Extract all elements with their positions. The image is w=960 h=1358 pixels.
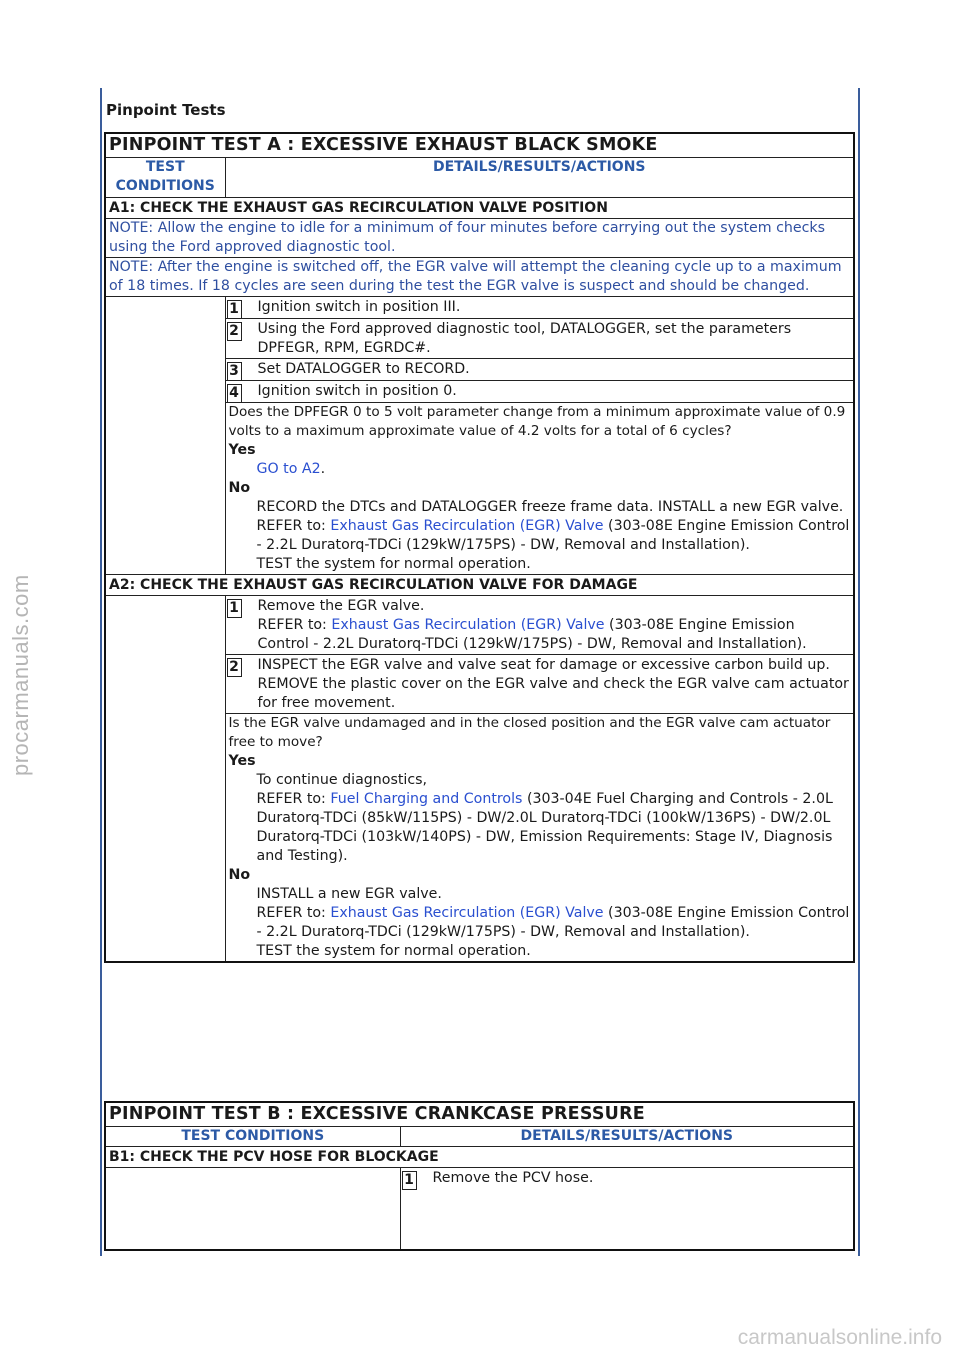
- a2-step-2: [225, 655, 854, 714]
- step-text: Ignition switch in position III.: [257, 299, 461, 315]
- step-text: Remove the PCV hose.: [432, 1170, 594, 1186]
- step-text: INSPECT the EGR valve and valve seat for damage or excessive carbon build up. REMOVE the plastic cover on the EGR valve and check the EGR valve cam actuator for free movement.: [257, 657, 849, 711]
- no-label: No: [228, 480, 251, 496]
- a2-question: Is the EGR valve undamaged and in the closed position and the EGR valve cam actuator free to move?: [228, 715, 831, 750]
- step-number: 2: [227, 322, 242, 341]
- no-action-text: RECORD the DTCs and DATALOGGER freeze frame data. INSTALL a new EGR valve.: [256, 499, 844, 515]
- test-system-text: TEST the system for normal operation.: [256, 556, 531, 572]
- side-watermark: procarmanuals.com: [8, 574, 33, 776]
- col-header-conditions: TEST CONDITIONS: [105, 1127, 400, 1147]
- yes-label: Yes: [228, 442, 256, 458]
- test-system-text: TEST the system for normal operation.: [256, 943, 531, 959]
- bottom-watermark: carmanualsonline.info: [737, 1326, 942, 1349]
- test-b-title: PINPOINT TEST B : EXCESSIVE CRANKCASE PRESSURE: [105, 1102, 854, 1127]
- step-a1-title: A1: CHECK THE EXHAUST GAS RECIRCULATION VALVE POSITION: [105, 198, 854, 219]
- yes-action-text: To continue diagnostics,: [256, 772, 428, 788]
- step-text: Remove the EGR valve.: [257, 598, 425, 614]
- page-frame-right: [858, 88, 860, 1256]
- b1-test-conditions-cell: [105, 1168, 400, 1250]
- reference-detail: (303-08E Engine Emission Control - 2.2L Duratorq-TDCi (129kW/175PS) - DW, Removal and Installation).: [256, 905, 850, 940]
- a2-step-1: [225, 596, 854, 655]
- go-to-a2-link[interactable]: GO to A2: [256, 461, 321, 477]
- egr-valve-link[interactable]: Exhaust Gas Recirculation (EGR) Valve: [331, 617, 605, 633]
- egr-valve-link[interactable]: Exhaust Gas Recirculation (EGR) Valve: [330, 518, 604, 534]
- step-text: Ignition switch in position 0.: [257, 383, 457, 399]
- reference-detail: (303-08E Engine Emission Control - 2.2L Duratorq-TDCi (129kW/175PS) - DW, Removal and Installation).: [257, 617, 807, 652]
- a2-result-cell: [225, 714, 854, 963]
- step-b1-title: B1: CHECK THE PCV HOSE FOR BLOCKAGE: [105, 1147, 854, 1168]
- a1-step-4: [225, 381, 854, 403]
- a1-step-1: [225, 297, 854, 319]
- note-idle: NOTE: Allow the engine to idle for a minimum of four minutes before carrying out the system checks using the Ford approved diagnostic tool.: [105, 219, 854, 258]
- reference-detail: (303-08E Engine Emission Control - 2.2L Duratorq-TDCi (129kW/175PS) - DW, Removal and Installation).: [256, 518, 850, 553]
- refer-to-label: REFER to:: [256, 791, 331, 807]
- note-cleaning-cycle: NOTE: After the engine is switched off, the EGR valve will attempt the cleaning cycle up to a maximum of 18 times. If 18 cycles are seen during the test the EGR valve is suspect and should be changed.: [105, 258, 854, 297]
- a1-step-3: [225, 359, 854, 381]
- reference-detail: (303-04E Fuel Charging and Controls - 2.0L Duratorq-TDCi (85kW/115PS) - DW/2.0L Duratorq-TDCi (100kW/136PS) - DW/2.0L Duratorq-TDCi (103kW/140PS) - DW, Emission Requirements: Stage IV, Diagnosis and Testing).: [256, 791, 833, 864]
- a1-test-conditions-cell: [105, 297, 225, 575]
- no-label: No: [228, 867, 251, 883]
- step-text: Using the Ford approved diagnostic tool, DATALOGGER, set the parameters DPFEGR, RPM, EGRDC#.: [257, 321, 792, 356]
- yes-label: Yes: [228, 753, 256, 769]
- a1-question: Does the DPFEGR 0 to 5 volt parameter change from a minimum approximate value of 0.9 volts to a maximum approximate value of 4.2 volts for a total of 6 cycles?: [228, 404, 846, 439]
- refer-to-label: REFER to:: [257, 617, 332, 633]
- yes-end: .: [320, 461, 326, 477]
- col-header-details: DETAILS/RESULTS/ACTIONS: [400, 1127, 854, 1147]
- page-frame-left: [100, 88, 102, 1256]
- refer-to-label: REFER to:: [256, 518, 331, 534]
- fuel-charging-link[interactable]: Fuel Charging and Controls: [330, 791, 523, 807]
- step-a2-title: A2: CHECK THE EXHAUST GAS RECIRCULATION VALVE FOR DAMAGE: [105, 575, 854, 596]
- a1-step-2: [225, 319, 854, 359]
- pinpoint-test-b-table: [104, 1101, 855, 1251]
- step-number: 3: [227, 362, 242, 381]
- pinpoint-test-a-table: [104, 132, 855, 963]
- no-action-text: INSTALL a new EGR valve.: [256, 886, 442, 902]
- col-header-details: DETAILS/RESULTS/ACTIONS: [225, 158, 854, 198]
- refer-to-label: REFER to:: [256, 905, 331, 921]
- step-number: 4: [227, 384, 242, 403]
- step-number: 1: [402, 1171, 417, 1190]
- egr-valve-link[interactable]: Exhaust Gas Recirculation (EGR) Valve: [330, 905, 604, 921]
- a1-result-cell: [225, 403, 854, 575]
- step-text: Set DATALOGGER to RECORD.: [257, 361, 470, 377]
- step-number: 1: [227, 599, 242, 618]
- b1-step-1: [400, 1168, 854, 1250]
- col-header-conditions: TEST CONDITIONS: [105, 158, 225, 198]
- test-a-title: PINPOINT TEST A : EXCESSIVE EXHAUST BLACK SMOKE: [105, 133, 854, 158]
- section-title: Pinpoint Tests: [106, 101, 226, 119]
- step-number: 2: [227, 658, 242, 677]
- a2-test-conditions-cell: [105, 596, 225, 963]
- step-number: 1: [227, 300, 242, 319]
